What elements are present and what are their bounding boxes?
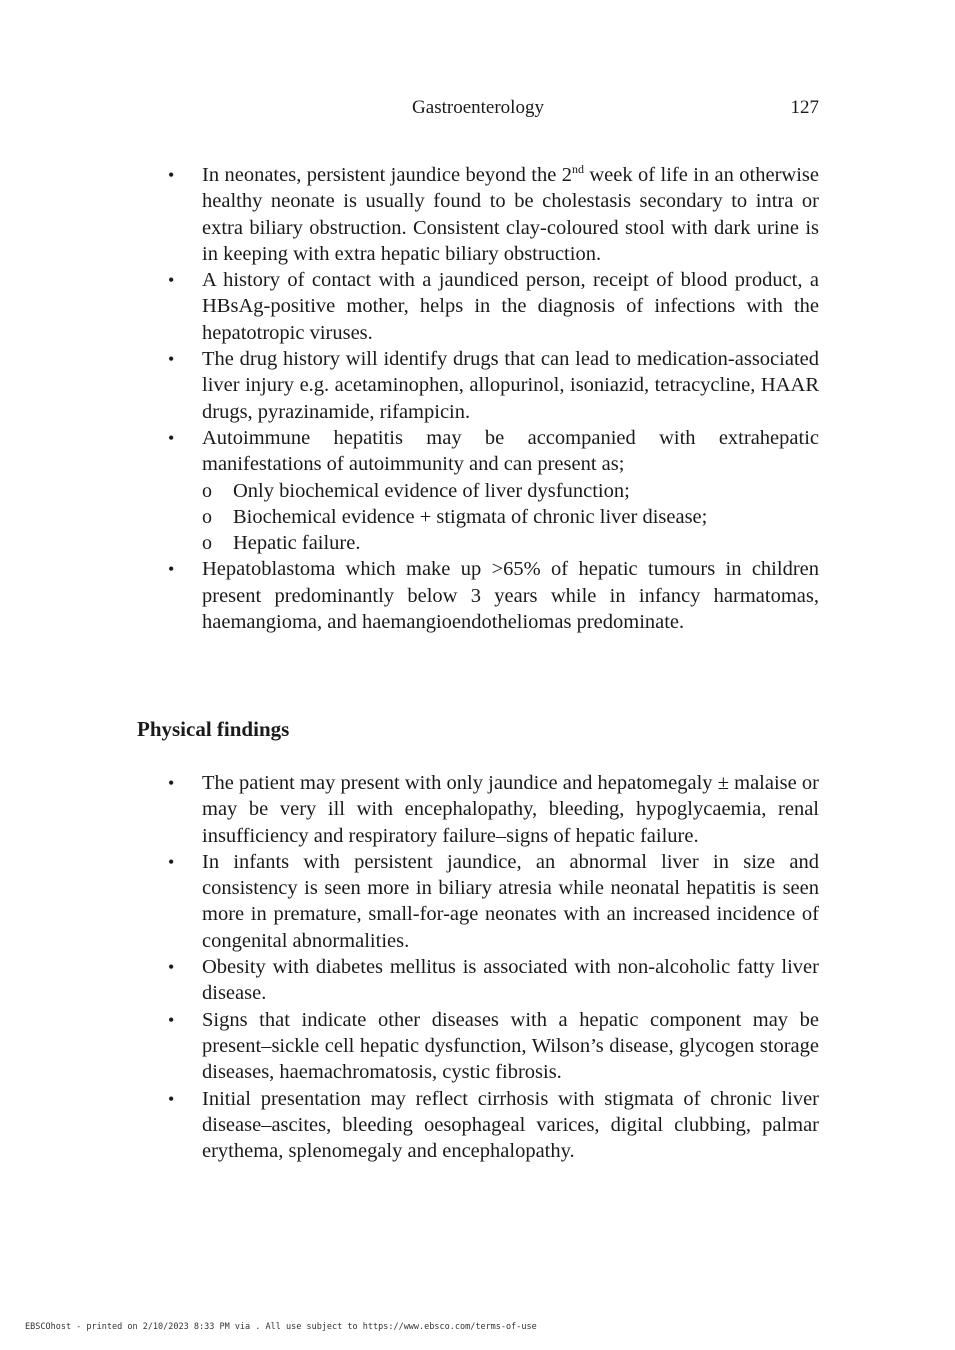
bullet-list-physical-findings (137, 770, 819, 1164)
list-item (137, 849, 819, 954)
bullet-icon: • (168, 851, 175, 872)
list-item (137, 1007, 819, 1086)
superscript: nd (571, 162, 584, 177)
item-text: A history of contact with a jaundiced person, receipt of blood product, a HBsAg-positive mother, helps in the diagnosis of infections with the hepatotropic viruses. (202, 269, 819, 344)
item-text-part: In neonates, persistent jaundice beyond the 2 (202, 164, 572, 186)
bullet-icon: • (168, 1009, 175, 1030)
sub-list (202, 478, 819, 557)
sub-list-item (202, 504, 819, 530)
sub-item-text: Biochemical evidence + stigmata of chronic liver disease; (233, 505, 708, 528)
sub-item-text: Hepatic failure. (233, 532, 361, 555)
bullet-icon: • (168, 1088, 175, 1109)
item-text: Initial presentation may reflect cirrhosis with stigmata of chronic liver disease–ascites, bleeding oesophageal varices, digital clubbing, palmar erythema, splenomegaly and encephalopathy. (202, 1087, 819, 1163)
item-text-part: week of life in an otherwise healthy neonate is usually found to be cholestasis secondary to intra or extra biliary obstruction. Consistent clay-coloured stool with dark urine is in keeping with extra hepatic biliary obstruction. (202, 164, 819, 265)
list-item (137, 556, 819, 635)
bullet-icon: • (168, 559, 175, 580)
bullet-icon: • (168, 165, 175, 185)
list-item (137, 954, 819, 1007)
sub-bullet-icon: o (202, 479, 212, 502)
item-text: Hepatoblastoma which make up >65% of hepatic tumours in children present predominantly below 3 years while in infancy harmatomas, haemangioma, and haemangioendotheliomas predominate. (202, 558, 819, 634)
bullet-icon: • (168, 349, 175, 370)
list-item (137, 1086, 819, 1165)
bullet-icon: • (168, 427, 175, 448)
bullet-list-history (137, 162, 819, 635)
bullet-icon: • (168, 270, 175, 291)
item-text: Obesity with diabetes mellitus is associated with non-alcoholic fatty liver disease. (202, 956, 819, 1005)
item-text: The patient may present with only jaundice and hepatomegaly ± malaise or may be very ill with encephalopathy, bleeding, hypoglycaemia, renal insufficiency and respiratory failure–signs of hepatic failure. (202, 772, 819, 847)
list-item (137, 770, 819, 849)
list-item (137, 425, 819, 556)
running-header (137, 97, 819, 121)
list-item (137, 162, 819, 267)
bullet-icon: • (168, 773, 175, 793)
item-text: Signs that indicate other diseases with a hepatic component may be present–sickle cell hepatic dysfunction, Wilson’s disease, glycogen storage diseases, haemachromatosis, cystic fibrosis. (202, 1008, 819, 1084)
sub-list-item (202, 478, 819, 504)
ebsco-footer: EBSCOhost - printed on 2/10/2023 8:33 PM via . All use subject to https://www.ebsco.com/terms-of-use (25, 1322, 537, 1332)
item-text: Autoimmune hepatitis may be accompanied with extrahepatic manifestations of autoimmunity and can present as; (202, 426, 819, 476)
page-number: 127 (790, 97, 819, 118)
bullet-icon: • (168, 957, 175, 978)
list-item (137, 346, 819, 425)
sub-list-item (202, 530, 819, 556)
running-head-title: Gastroenterology (412, 97, 544, 118)
sub-item-text: Only biochemical evidence of liver dysfunction; (233, 479, 630, 502)
sub-bullet-icon: o (202, 505, 212, 528)
section-heading: Physical findings (137, 717, 290, 741)
sub-bullet-icon: o (202, 532, 212, 555)
item-text: In infants with persistent jaundice, an abnormal liver in size and consistency is seen more in biliary atresia while neonatal hepatitis is seen more in premature, small-for-age neonates with an increased incidence of congenital abnormalities. (202, 850, 819, 952)
list-item (137, 267, 819, 346)
item-text: The drug history will identify drugs that can lead to medication-associated liver injury e.g. acetaminophen, allopurinol, isoniazid, tetracycline, HAAR drugs, pyrazinamide, rifampicin. (202, 348, 819, 423)
